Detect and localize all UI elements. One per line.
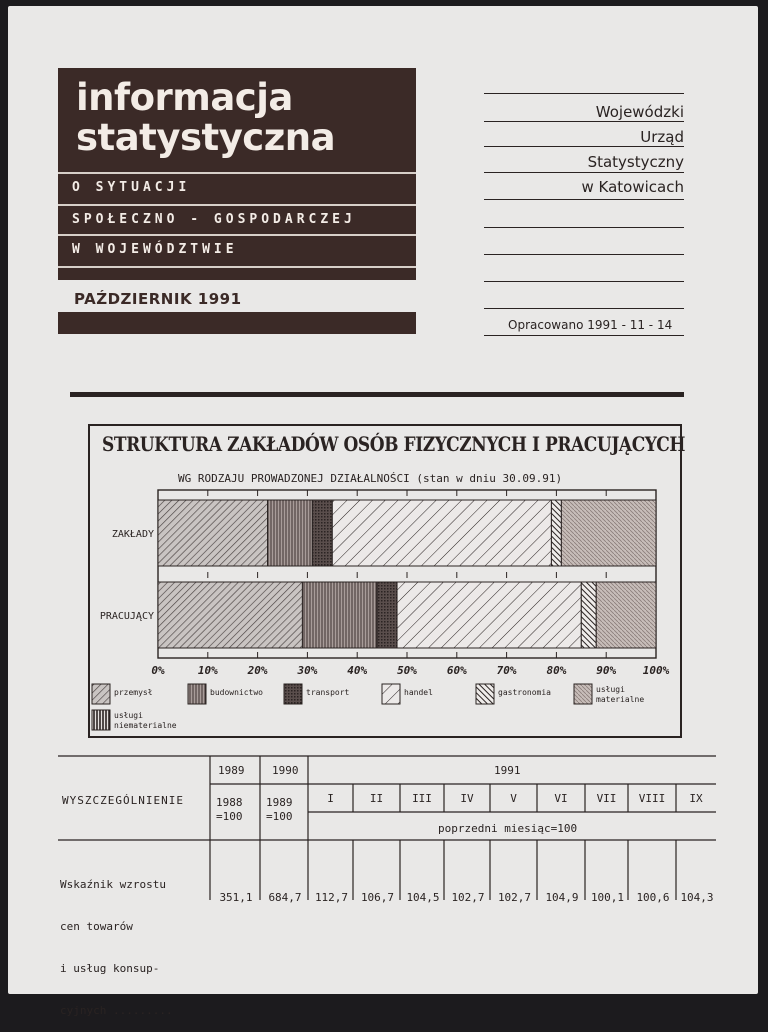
legend-label: budownictwo <box>210 688 263 697</box>
col-1989: 1989 <box>218 764 245 777</box>
stacked-bar-chart <box>90 426 680 736</box>
bar-segment <box>561 500 656 566</box>
month-header: II <box>369 792 384 805</box>
legend-swatch <box>92 710 110 730</box>
section-divider <box>70 392 684 397</box>
tick-label: 70% <box>496 664 517 677</box>
rule-line <box>484 254 684 255</box>
legend-label: usługi <box>114 711 143 720</box>
bar-segment <box>268 500 313 566</box>
table-cell: 104,3 <box>680 891 714 904</box>
row-label-line: i usług konsup- <box>60 962 160 975</box>
base-index: =100 <box>266 810 293 823</box>
table-cell: 104,5 <box>406 891 440 904</box>
office-line-3: Statystyczny <box>587 153 684 171</box>
category-label: PRACUJĄCY <box>99 611 154 622</box>
legend-label: niematerialne <box>114 721 177 730</box>
publication-title-block <box>58 68 416 280</box>
col-1989-base <box>216 796 243 824</box>
legend-swatch <box>188 684 206 704</box>
month-bar <box>58 312 416 334</box>
tick-label: 80% <box>546 664 567 677</box>
bar-segment <box>397 582 581 648</box>
legend-swatch <box>476 684 494 704</box>
bar-segment <box>377 582 397 648</box>
bar-segment <box>302 582 377 648</box>
col-1991: 1991 <box>494 764 521 777</box>
rule-line <box>484 146 684 147</box>
legend-label: materialne <box>596 695 645 704</box>
rule-line <box>484 308 684 309</box>
prepared-date: Opracowano 1991 - 11 - 14 <box>508 318 673 332</box>
month-header: VII <box>596 792 617 805</box>
rule-line <box>484 121 684 122</box>
tick-label: 90% <box>596 664 617 677</box>
table-cell: 100,1 <box>590 891 625 904</box>
table-cell: 104,9 <box>545 891 579 904</box>
table-cell: 684,7 <box>268 891 302 904</box>
tick-label: 20% <box>247 664 268 677</box>
chart-subtitle: WG RODZAJU PROWADZONEJ DZIAŁALNOŚCI (stan w dniu 30.09.91) <box>178 472 563 485</box>
bar-segment <box>312 500 332 566</box>
legend-label: gastronomia <box>498 688 551 697</box>
table-cell: 351,1 <box>219 891 253 904</box>
bar-segment <box>158 582 302 648</box>
tick-label: 30% <box>297 664 318 677</box>
col-1990: 1990 <box>272 764 299 777</box>
subtitle-line-3: W WOJEWÓDZTWIE <box>72 242 238 257</box>
bar-segment <box>158 500 268 566</box>
month-header: IV <box>460 792 474 805</box>
month-header: V <box>510 792 517 805</box>
month-header: I <box>327 792 334 805</box>
divider <box>58 234 416 236</box>
legend-swatch <box>92 684 110 704</box>
rule-line <box>484 335 684 336</box>
office-line-2: Urząd <box>640 128 684 146</box>
bar-segment <box>551 500 561 566</box>
rule-line <box>484 227 684 228</box>
subtitle-line-1: O SYTUACJI <box>72 180 191 195</box>
office-name <box>582 100 685 200</box>
rule-line <box>484 93 684 94</box>
category-label: ZAKŁADY <box>111 529 154 540</box>
table-cell: 100,6 <box>636 891 670 904</box>
bar-segment <box>332 500 551 566</box>
legend-label: transport <box>306 688 350 697</box>
month-header: IX <box>689 792 703 805</box>
month-header: VI <box>554 792 568 805</box>
table-cell: 102,7 <box>451 891 485 904</box>
divider <box>58 266 416 268</box>
month-header: VIII <box>638 792 666 805</box>
row-label-line: Wskaźnik wzrostu <box>60 878 166 891</box>
base-index: =100 <box>216 810 243 823</box>
rule-line <box>484 281 684 282</box>
row-label <box>60 850 173 1032</box>
bar-segment <box>596 582 656 648</box>
tick-label: 40% <box>347 664 368 677</box>
office-line-1: Wojewódzki <box>595 103 684 121</box>
tick-label: 0% <box>151 664 165 677</box>
base-year: 1988 <box>216 796 243 809</box>
tick-label: 60% <box>446 664 467 677</box>
base-note: poprzedni miesiąc=100 <box>438 822 578 835</box>
tick-label: 10% <box>197 664 218 677</box>
legend-label: handel <box>404 688 433 697</box>
row-label-line: cyjnych ......... <box>60 1004 173 1017</box>
office-line-4: w Katowicach <box>581 178 684 196</box>
bar-segment <box>581 582 596 648</box>
rule-line <box>484 199 684 200</box>
issue-month: PAŹDZIERNIK 1991 <box>74 290 242 308</box>
divider <box>58 172 416 174</box>
legend-swatch <box>574 684 592 704</box>
legend-label: przemysł <box>114 688 153 697</box>
table-cell: 106,7 <box>360 891 395 904</box>
row-header: WYSZCZEGÓLNIENIE <box>62 794 184 807</box>
col-1990-base <box>266 796 293 824</box>
title-line-1: informacja <box>76 76 293 119</box>
legend-swatch <box>382 684 400 704</box>
base-year: 1989 <box>266 796 293 809</box>
chart-frame <box>88 424 685 738</box>
tick-label: 50% <box>397 664 417 677</box>
legend-label: usługi <box>596 685 625 694</box>
publication-title <box>76 78 335 158</box>
table-cell: 102,7 <box>497 891 532 904</box>
rule-line <box>484 172 684 173</box>
subtitle-line-2: SPOŁECZNO - GOSPODARCZEJ <box>72 212 356 227</box>
title-line-2: statystyczna <box>76 116 336 159</box>
divider <box>58 204 416 206</box>
chart-title: STRUKTURA ZAKŁADÓW OSÓB FIZYCZNYCH I PRACUJĄCYCH <box>102 432 685 456</box>
table-cell: 112,7 <box>314 891 349 904</box>
tick-label: 100% <box>642 664 670 677</box>
row-label-line: cen towarów <box>60 920 133 933</box>
legend-swatch <box>284 684 302 704</box>
month-header: III <box>412 792 432 805</box>
